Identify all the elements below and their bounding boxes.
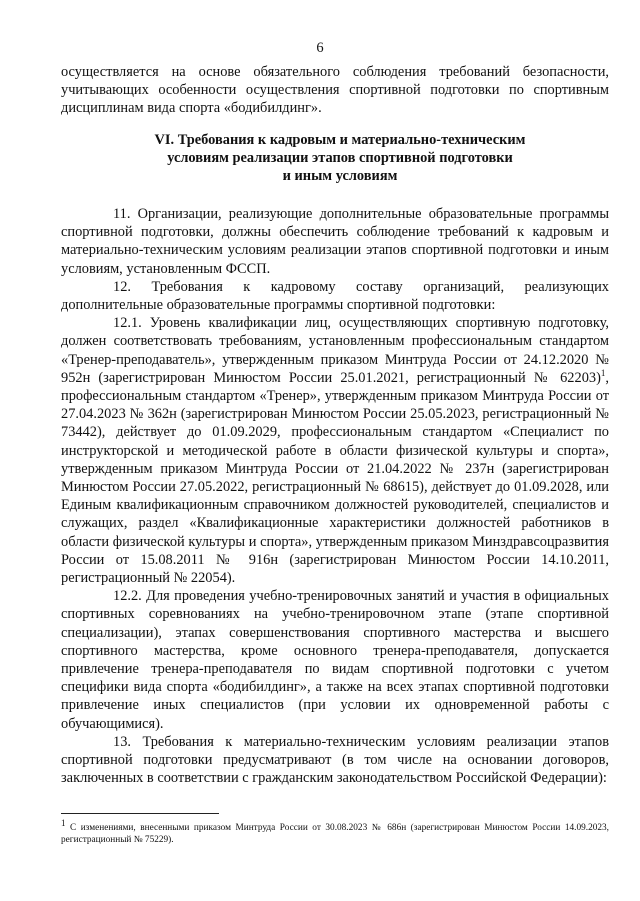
paragraph-12-2: 12.2. Для проведения учебно-тренировочных занятий и участия в официальных спортивных соревнованиях на учебно-тренировочном этапе (этапе спортивной специализации), этапах совершенствования спортивного мастерства и высшего спортивного мастерства, кроме основного тренера-преподавателя, допускается привлечение тренера-преподавателя по видам спортивной подготовки с учетом специфики вида спорта «бодибилдинг», а также на всех этапах спортивной подготовки привлечение иных специалистов (при условии их одновременной работы с обучающимися). <box>61 588 609 732</box>
footnote-mark: 1 <box>61 817 66 828</box>
section-heading-line-1: VI. Требования к кадровым и материально-техническим <box>154 132 526 148</box>
footnote-reference-mark: 1 <box>600 368 606 379</box>
intro-paragraph-block <box>61 63 609 118</box>
page-number: 6 <box>316 40 324 56</box>
paragraph-12: 12. Требования к кадровому составу организаций, реализующих дополнительные образовательные программы спортивной подготовки: <box>61 278 609 314</box>
section-heading <box>100 131 580 186</box>
paragraph-12-1-text-a: 12.1. Уровень квалификации лиц, осуществляющих спортивную подготовку, должен соответствовать требованиям, установленным профессиональным стандартом «Тренер-преподаватель», утвержденным приказом Минтруда России от 24.12.2020 № 952н (зарегистрирован Минюстом России 25.01.2021, регистрационный № 62203) <box>61 315 609 386</box>
footnote-divider <box>61 813 219 814</box>
main-text-block <box>61 205 609 788</box>
section-heading-line-2: условиям реализации этапов спортивной подготовки <box>167 150 513 167</box>
paragraph-11: 11. Организации, реализующие дополнительные образовательные программы спортивной подготовки, должны обеспечить соблюдение требований к кадровым и материально-техническим условиям реализации этапов спортивной подготовки и иным условиям, установленным ФССП. <box>61 206 609 277</box>
footnote-text: С изменениями, внесенными приказом Минтруда России от 30.08.2023 № 686н (зарегистрирован Минюстом России 14.09.2023, регистрационный № 75229). <box>61 823 609 845</box>
section-heading-line-3: и иным условиям <box>282 168 398 185</box>
paragraph-13: 13. Требования к материально-техническим условиям реализации этапов спортивной подготовки предусматривают (в том числе на основании договоров, заключенных в соответствии с гражданским законодательством Российской Федерации): <box>61 733 609 787</box>
footnote <box>61 817 609 846</box>
intro-paragraph: осуществляется на основе обязательного соблюдения требований безопасности, учитывающих особенности осуществления спортивной подготовки по спортивным дисциплинам вида спорта «бодибилдинг». <box>61 64 609 117</box>
paragraph-12-1 <box>61 314 609 587</box>
paragraph-12-1-text-b: , профессиональным стандартом «Тренер», утвержденным приказом Минтруда России от 27.04.2023 № 362н (зарегистрирован Минюстом России 25.05.2023, регистрационный № 73442), действует до 01.09.2029, профессиональным стандартом «Специалист по инструкторской и методической работе в области физической культуры и спорта», утвержденным приказом Минтруда России от 21.04.2022 № 237н (зарегистрирован Минюстом России 27.05.2022, регистрационный № 68615), действует до 01.09.2028, или Единым квалификационным справочником должностей руководителей, специалистов и служащих, раздел «Квалификационные характеристики должностей работников в области физической культуры и спорта», утвержденным приказом Минздравсоцразвития России от 15.08.2011 № 916н (зарегистрирован Минюстом России 14.10.2011, регистрационный № 22054). <box>61 369 609 587</box>
